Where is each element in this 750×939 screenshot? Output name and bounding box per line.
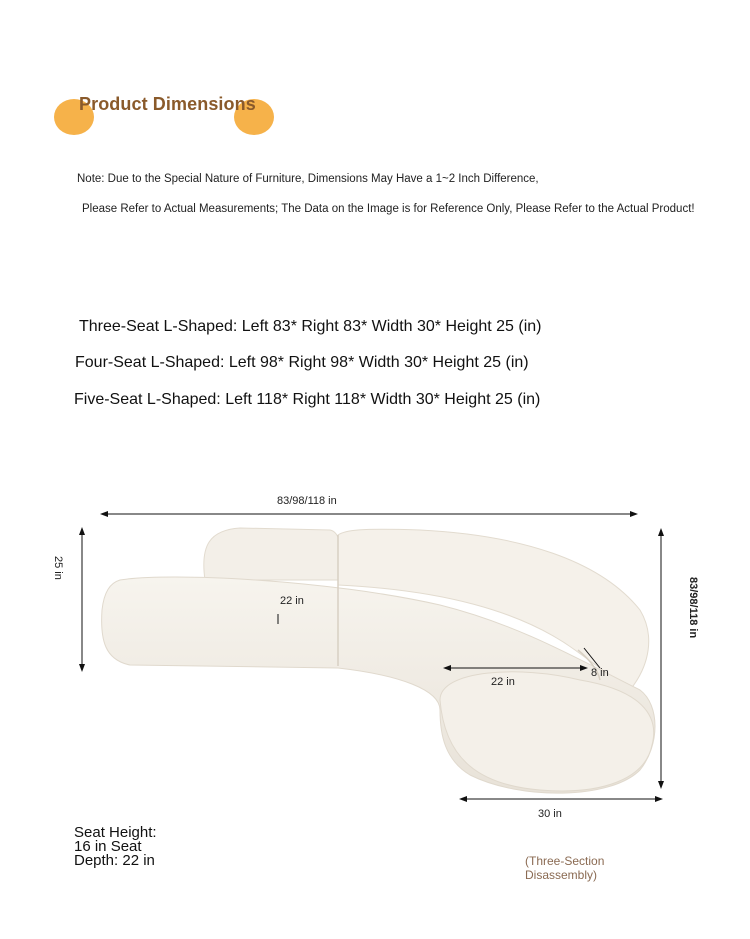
seat-info: [74, 826, 157, 868]
seat-info-line-1: Seat Height:: [74, 824, 157, 841]
spec-four-seat: Four-Seat L-Shaped: Left 98* Right 98* Width 30* Height 25 (in): [75, 354, 529, 371]
note-line-2: Please Refer to Actual Measurements; The Data on the Image is for Reference Only, Please Refer to the Actual Product!: [82, 203, 695, 215]
disassembly-caption: [525, 854, 604, 882]
seat-info-line-3: Depth: 22 in: [74, 852, 155, 869]
caption-line-1: (Three-Section: [525, 854, 605, 868]
seat-info-line-2: 16 in Seat: [74, 838, 142, 855]
sofa-back-left: [204, 528, 341, 580]
dim-label-height: 25 in: [52, 556, 64, 580]
spec-five-seat: Five-Seat L-Shaped: Left 118* Right 118* Width 30* Height 25 (in): [74, 391, 541, 408]
dim-label-right: 83/98/118 in: [687, 577, 699, 639]
dim-label-seat-right: 22 in: [491, 676, 515, 688]
page-title: Product Dimensions: [79, 94, 256, 114]
spec-three-seat: Three-Seat L-Shaped: Left 83* Right 83* Width 30* Height 25 (in): [79, 318, 542, 335]
sofa-diagram: [0, 490, 750, 830]
dim-label-seat-left: 22 in: [280, 595, 304, 607]
note-line-1: Note: Due to the Special Nature of Furniture, Dimensions May Have a 1~2 Inch Difference,: [77, 173, 539, 185]
dim-label-top: 83/98/118 in: [277, 495, 337, 507]
dim-label-back: 8 in: [591, 667, 609, 679]
caption-line-2: Disassembly): [525, 868, 598, 882]
dim-label-arm: 30 in: [538, 808, 562, 820]
